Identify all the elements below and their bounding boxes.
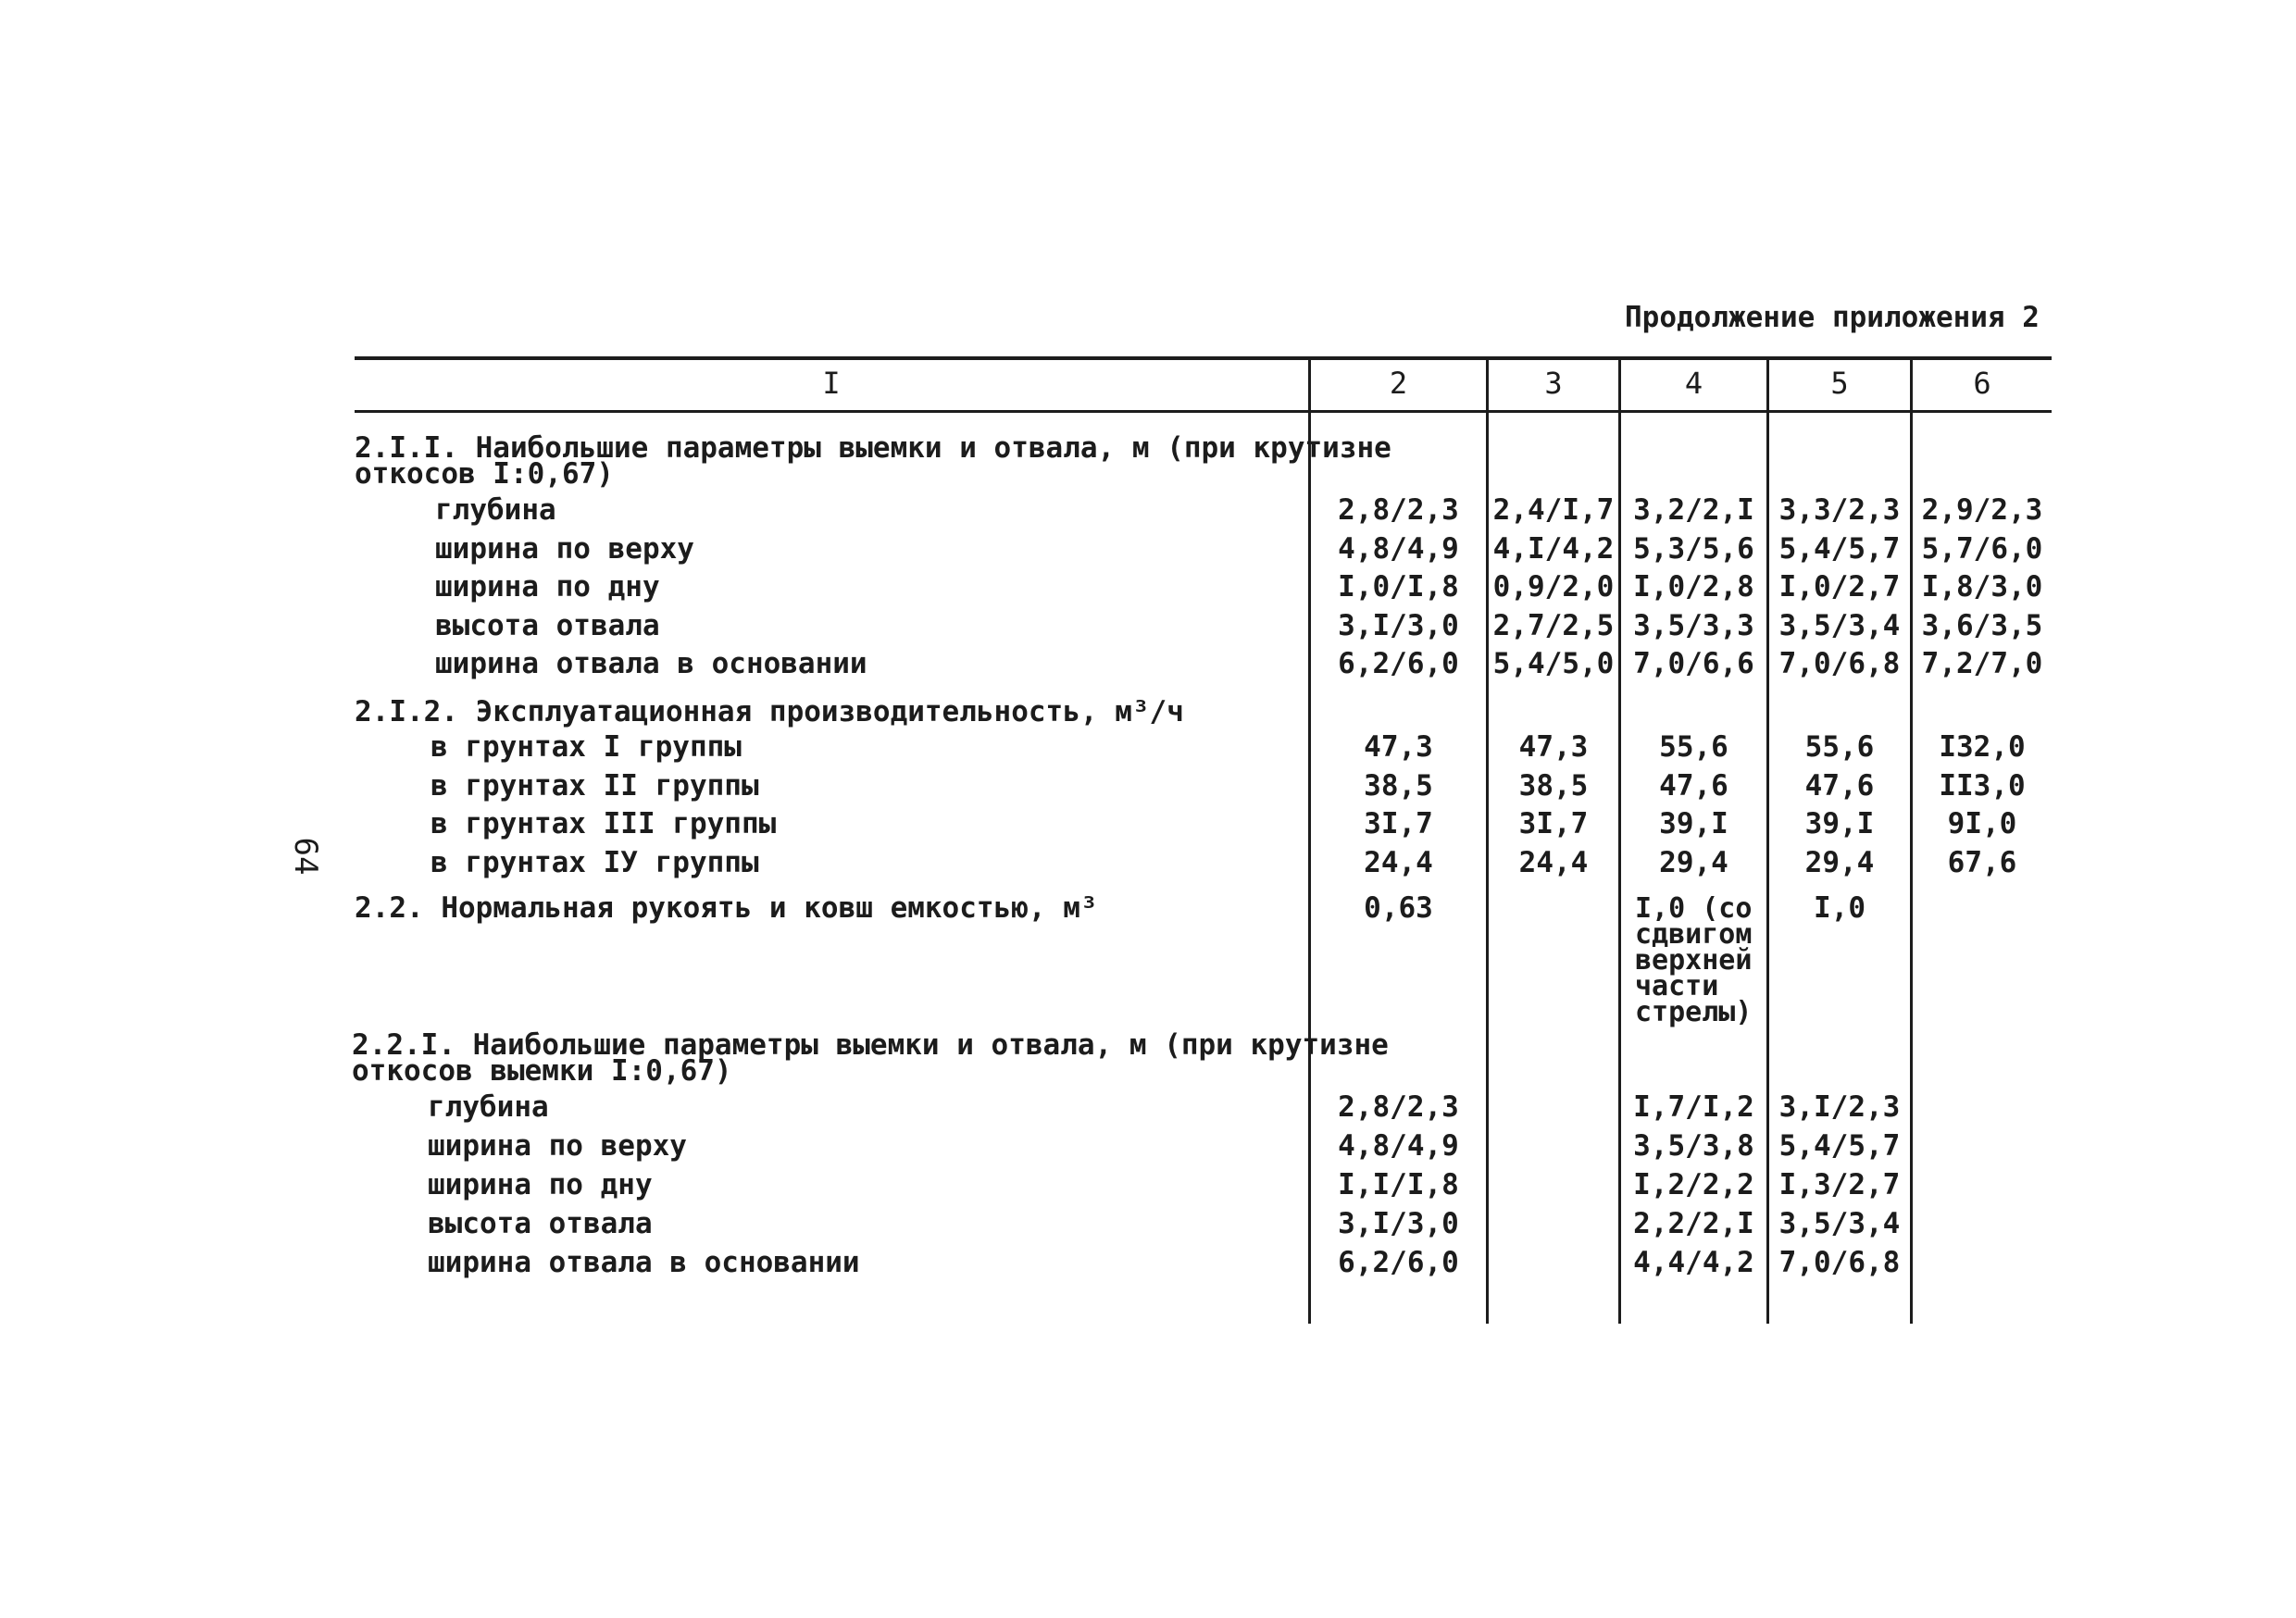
section-title-line: 2.I.I. Наибольшие параметры выемки и отвала, м (при крутизне (355, 431, 1391, 465)
value-cell: I32,0 (1939, 730, 2026, 764)
value-cell: 4,8/4,9 (1338, 531, 1459, 566)
value-cell: I,3/2,7 (1778, 1168, 1901, 1201)
value-cell: 3I,7 (1364, 807, 1433, 840)
value-cell: 5,4/5,7 (1778, 1129, 1901, 1163)
value-line: части (1635, 970, 1719, 1002)
value-cell: 3,6/3,5 (1921, 608, 2043, 642)
section-title-2-1-2: 2.I.2. Эксплуатационная производительность, м³/ч (355, 695, 1184, 728)
value-cell: 2,9/2,3 (1921, 493, 2043, 527)
section-title-2-1-1 (355, 431, 1391, 491)
value-cell: I,2/2,2 (1633, 1168, 1754, 1201)
row-label: ширина отвала в основании (435, 647, 867, 680)
value-cell: 5,3/5,6 (1633, 531, 1754, 566)
value-cell: 3,5/3,4 (1778, 1207, 1901, 1240)
value-cell: 2,2/2,I (1633, 1207, 1754, 1240)
table-caption: Продолжение приложения 2 (1625, 301, 2040, 334)
value-line: верхней (1635, 944, 1753, 977)
value-cell: 47,3 (1518, 730, 1589, 764)
row-label: высота отвала (435, 608, 660, 642)
column-header-3: 3 (1544, 366, 1563, 401)
row-label: в грунтах II группы (430, 768, 759, 803)
value-cell: 4,8/4,9 (1338, 1129, 1459, 1163)
value-cell: 38,5 (1518, 768, 1589, 803)
value-cell: 3I,7 (1518, 807, 1589, 840)
value-cell: 5,4/5,7 (1778, 531, 1901, 566)
row-label: ширина по верху (435, 531, 694, 566)
column-header-6: 6 (1973, 366, 1991, 401)
value-cell: I,0 (1814, 891, 1866, 925)
header-bottom-rule (355, 410, 2052, 413)
value-cell: 47,6 (1659, 768, 1728, 803)
value-cell: 2,8/2,3 (1338, 493, 1459, 527)
value-cell: 7,2/7,0 (1921, 647, 2043, 680)
row-label: глубина (435, 493, 556, 527)
value-cell: 39,I (1804, 807, 1875, 840)
row-label: ширина по дну (428, 1168, 653, 1201)
value-cell: 4,4/4,2 (1633, 1246, 1754, 1279)
row-label: глубина (428, 1090, 549, 1124)
value-cell: 3,5/3,4 (1778, 608, 1901, 642)
row-label: в грунтах III группы (430, 807, 777, 840)
section-title-2-2: 2.2. Нормальная рукоять и ковш емкостью, м³ (355, 891, 1098, 925)
value-cell: 7,0/6,6 (1633, 647, 1754, 680)
row-label: в грунтах I группы (430, 730, 742, 764)
value-cell: 29,4 (1804, 845, 1875, 879)
section-title-2-2-1 (352, 1028, 1389, 1088)
section-title-line: откосов выемки I:0,67) (352, 1054, 732, 1088)
section-title-line: откосов I:0,67) (355, 457, 614, 491)
section-title-line: 2.2.I. Наибольшие параметры выемки и отвала, м (при крутизне (352, 1028, 1389, 1062)
value-line: стрелы) (1635, 996, 1753, 1028)
value-cell: 5,7/6,0 (1921, 531, 2043, 566)
value-cell: 2,7/2,5 (1492, 608, 1615, 642)
row-label: ширина по дну (435, 570, 660, 604)
value-cell: II3,0 (1939, 768, 2026, 803)
value-line: I,0 (со (1635, 892, 1753, 925)
value-cell: 5,4/5,0 (1492, 647, 1615, 680)
value-cell: 38,5 (1364, 768, 1433, 803)
value-cell: 2,4/I,7 (1492, 493, 1615, 527)
value-cell: 0,63 (1364, 891, 1433, 925)
row-label: ширина отвала в основании (428, 1246, 860, 1279)
table-top-rule (355, 356, 2052, 360)
value-cell: 67,6 (1947, 845, 2017, 879)
value-cell-multiline (1635, 892, 1753, 1028)
value-cell: 2,8/2,3 (1338, 1090, 1459, 1124)
value-cell: 3,3/2,3 (1778, 493, 1901, 527)
column-header-2: 2 (1389, 366, 1408, 401)
value-cell: 3,2/2,I (1633, 493, 1754, 527)
value-cell: 3,I/2,3 (1778, 1090, 1901, 1124)
value-cell: 0,9/2,0 (1492, 570, 1615, 604)
value-cell: 6,2/6,0 (1338, 1246, 1459, 1279)
value-cell: 24,4 (1518, 845, 1589, 879)
column-header-4: 4 (1684, 366, 1703, 401)
page-number: 64 (287, 837, 324, 876)
value-cell: 3,5/3,3 (1633, 608, 1754, 642)
value-cell: 47,6 (1804, 768, 1875, 803)
value-cell: 3,5/3,8 (1633, 1129, 1754, 1163)
value-cell: 55,6 (1804, 730, 1875, 764)
value-cell: 7,0/6,8 (1778, 647, 1901, 680)
row-label: в грунтах IУ группы (430, 845, 759, 879)
value-cell: 55,6 (1659, 730, 1728, 764)
value-cell: I,0/I,8 (1338, 570, 1459, 604)
value-cell: 29,4 (1659, 845, 1728, 879)
value-cell: I,8/3,0 (1921, 570, 2043, 604)
value-cell: I,I/I,8 (1338, 1168, 1459, 1201)
value-cell: 39,I (1659, 807, 1728, 840)
value-cell: 4,I/4,2 (1492, 531, 1615, 566)
value-cell: 3,I/3,0 (1338, 608, 1459, 642)
value-cell: 6,2/6,0 (1338, 647, 1459, 680)
row-label: ширина по верху (428, 1129, 687, 1163)
value-cell: I,0/2,8 (1633, 570, 1754, 604)
row-label: высота отвала (428, 1207, 653, 1240)
value-line: сдвигом (1635, 918, 1753, 951)
value-cell: 7,0/6,8 (1778, 1246, 1901, 1279)
column-header-5: 5 (1830, 366, 1849, 401)
value-cell: 24,4 (1364, 845, 1433, 879)
column-header-1: I (822, 366, 841, 401)
value-cell: 3,I/3,0 (1338, 1207, 1459, 1240)
value-cell: 47,3 (1364, 730, 1433, 764)
value-cell: I,7/I,2 (1633, 1090, 1754, 1124)
value-cell: 9I,0 (1947, 807, 2017, 840)
value-cell: I,0/2,7 (1778, 570, 1901, 604)
